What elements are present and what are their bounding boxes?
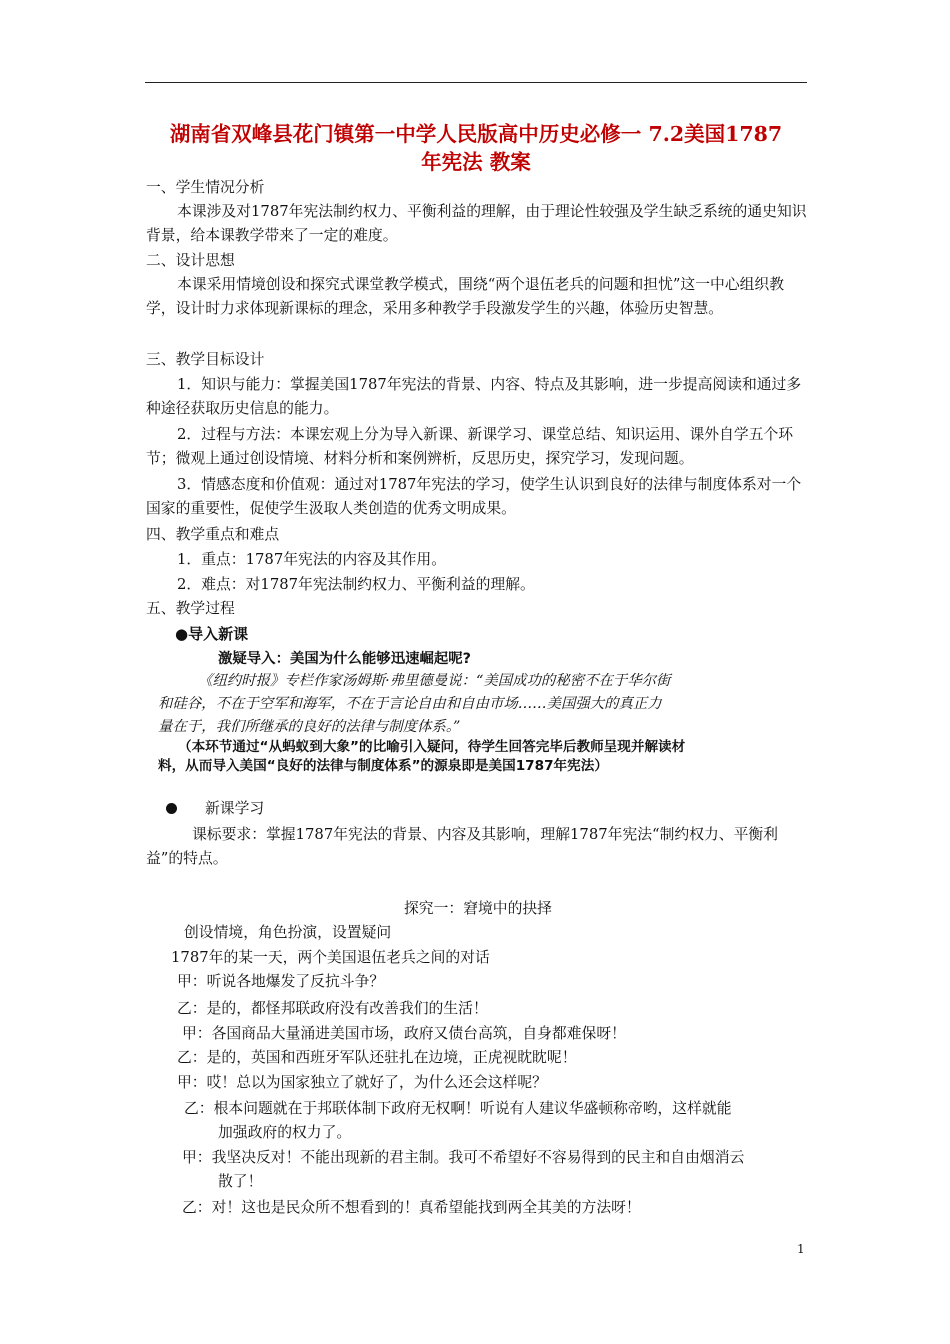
dialogue-line: 乙：是的，英国和西班牙军队还驻扎在边境，正虎视眈眈呢！ xyxy=(177,1049,577,1066)
dialogue-line: 甲：各国商品大量涌进美国市场，政府又债台高筑，自身都难保呀！ xyxy=(182,1025,626,1042)
snapshot-line-5: （本环节通过“从蚂蚁到大象”的比喻引入疑问，待学生回答完毕后教师呈现并解读材 xyxy=(178,739,686,755)
section-heading-2: 二、设计思想 xyxy=(146,252,235,269)
scene-setting: 创设情境，角色扮演，设置疑问 xyxy=(184,924,392,941)
dialogue-line: 甲：哎！总以为国家独立了就好了，为什么还会这样呢？ xyxy=(177,1074,547,1091)
dialogue-line: 甲：听说各地爆发了反抗斗争？ xyxy=(177,973,385,990)
page-number: 1 xyxy=(797,1242,805,1256)
curriculum-standard: 课标要求：掌握1787年宪法的背景、内容及其影响，理解1787年宪法“制约权力、平衡利益”的特点。 xyxy=(146,826,778,867)
dialogue-line: 乙：对！这也是民众所不想看到的！真希望能找到两全其美的方法呀！ xyxy=(182,1199,641,1216)
goal-1: 1．知识与能力：掌握美国1787年宪法的背景、内容、特点及其影响，进一步提高阅读和通过多种途径获取历史信息的能力。 xyxy=(146,376,802,417)
title-line-1: 湖南省双峰县花门镇第一中学人民版高中历史必修一 7.2美国1787 xyxy=(169,122,783,146)
bullet-icon xyxy=(166,803,177,814)
snapshot-line-3: 和硅谷，不在于空军和海军，不在于言论自由和自由市场……美国强大的真正力 xyxy=(158,696,662,712)
goal-3: 3．情感态度和价值观：通过对1787年宪法的学习，使学生认识到良好的法律与制度体系对一个国家的重要性，促使学生汲取人类创造的优秀文明成果。 xyxy=(146,476,802,517)
inquiry-title: 探究一：窘境中的抉择 xyxy=(404,900,552,917)
dialogue-line: 乙：根本问题就在于邦联体制下政府无权啊！听说有人建议华盛顿称帝哟，这样就能 xyxy=(184,1100,732,1117)
snapshot-heading: ●导入新课 xyxy=(175,625,249,643)
snapshot-line-6: 料，从而导入美国“良好的法律与制度体系”的源泉即是美国1787年宪法） xyxy=(158,758,608,774)
dialogue-intro: 1787年的某一天，两个美国退伍老兵之间的对话 xyxy=(171,949,490,966)
difficult-point: 2．难点：对1787年宪法制约权力、平衡利益的理解。 xyxy=(177,576,535,593)
embedded-lesson-snapshot xyxy=(150,622,790,774)
snapshot-line-2: 《纽约时报》专栏作家汤姆斯·弗里德曼说：“美国成功的秘密不在于华尔街 xyxy=(198,673,671,689)
new-lesson-heading: 新课学习 xyxy=(205,800,265,817)
title-line-2: 年宪法 教案 xyxy=(421,150,531,174)
section-heading-4: 四、教学重点和难点 xyxy=(146,526,280,543)
key-point: 1．重点：1787年宪法的内容及其作用。 xyxy=(177,551,447,568)
section-heading-1: 一、学生情况分析 xyxy=(146,179,265,196)
section-2-paragraph: 本课采用情境创设和探究式课堂教学模式，围绕“两个退伍老兵的问题和担忧”这一中心组织教学，设计时力求体现新课标的理念，采用多种教学手段激发学生的兴趣，体验历史智慧。 xyxy=(146,276,785,317)
document-title xyxy=(140,120,812,176)
section-1-paragraph: 本课涉及对1787年宪法制约权力、平衡利益的理解，由于理论性较强及学生缺乏系统的通史知识背景，给本课教学带来了一定的难度。 xyxy=(146,203,807,244)
dialogue-line: 甲：我坚决反对！不能出现新的君主制。我可不希望好不容易得到的民主和自由烟消云 xyxy=(182,1149,745,1166)
header-rule xyxy=(145,82,807,83)
section-heading-5: 五、教学过程 xyxy=(146,600,235,617)
snapshot-line-4: 量在于，我们所继承的良好的法律与制度体系。” xyxy=(158,719,461,735)
dialogue-line: 乙：是的，都怪邦联政府没有改善我们的生活！ xyxy=(177,1000,488,1017)
goal-2: 2．过程与方法：本课宏观上分为导入新课、新课学习、课堂总结、知识运用、课外自学五个环节；微观上通过创设情境、材料分析和案例辨析，反思历史，探究学习，发现问题。 xyxy=(146,426,794,467)
section-heading-3: 三、教学目标设计 xyxy=(146,351,265,368)
snapshot-line-1: 激疑导入：美国为什么能够迅速崛起呢? xyxy=(218,651,471,667)
dialogue-line-continued: 加强政府的权力了。 xyxy=(218,1124,352,1141)
dialogue-line-continued: 散了！ xyxy=(218,1173,263,1190)
